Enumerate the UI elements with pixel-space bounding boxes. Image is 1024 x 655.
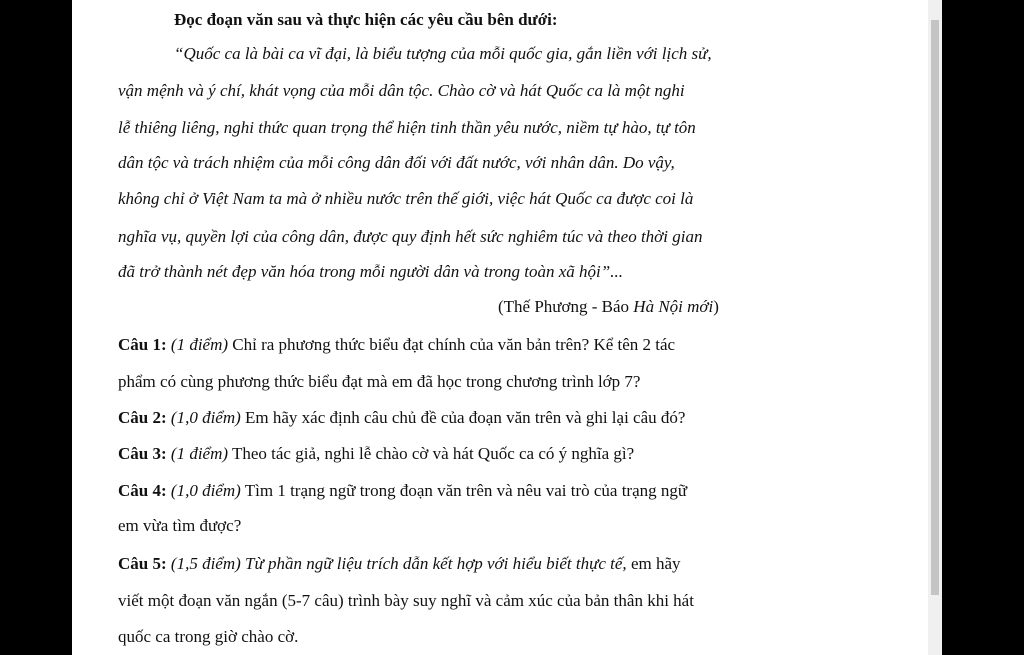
question-score: (1,0 điểm) [170, 408, 241, 427]
question-text: Tìm 1 trạng ngữ trong đoạn văn trên và nêu vai trò của trạng ngữ [244, 481, 688, 500]
question-score: (1,5 điểm) [170, 554, 241, 573]
question-5 [118, 554, 681, 574]
passage-line: đã trở thành nét đẹp văn hóa trong mỗi người dân và trong toàn xã hội”... [118, 262, 623, 281]
passage-line: vận mệnh và ý chí, khát vọng của mỗi dân tộc. Chào cờ và hát Quốc ca là một nghi [118, 81, 685, 100]
question-text: Chỉ ra phương thức biểu đạt chính của văn bản trên? Kể tên 2 tác [232, 335, 676, 354]
source-author: (Thế Phương - Báo [498, 297, 634, 316]
question-score: (1 điểm) [170, 335, 229, 354]
source-paper: Hà Nội mới [633, 297, 714, 316]
question-text: Em hãy xác định câu chủ đề của đoạn văn trên và ghi lại câu đó? [245, 408, 686, 427]
passage-line: “Quốc ca là bài ca vĩ đại, là biểu tượng của mỗi quốc gia, gắn liền với lịch sử, [174, 44, 712, 63]
instruction-heading: Đọc đoạn văn sau và thực hiện các yêu cầu bên dưới: [174, 10, 558, 29]
question-label: Câu 2: [118, 408, 167, 427]
passage-line: lễ thiêng liêng, nghi thức quan trọng thể hiện tinh thần yêu nước, niềm tự hào, tự tôn [118, 118, 696, 137]
source-close: ) [713, 297, 719, 316]
question-5-continuation: viết một đoạn văn ngắn (5-7 câu) trình bày suy nghĩ và cảm xúc của bản thân khi hát [118, 591, 694, 610]
passage-line: nghĩa vụ, quyền lợi của công dân, được quy định hết sức nghiêm túc và theo thời gian [118, 227, 703, 246]
passage-line: không chỉ ở Việt Nam ta mà ở nhiều nước trên thế giới, việc hát Quốc ca được coi là [118, 189, 694, 208]
question-text-italic: Từ phần ngữ liệu trích dẫn kết hợp với hiểu biết thực tế, [245, 554, 627, 573]
question-5-continuation: quốc ca trong giờ chào cờ. [118, 627, 299, 646]
question-4 [118, 481, 687, 501]
question-label: Câu 3: [118, 444, 167, 463]
question-score: (1 điểm) [170, 444, 229, 463]
passage-line: dân tộc và trách nhiệm của mỗi công dân đối với đất nước, với nhân dân. Do vậy, [118, 153, 675, 172]
question-label: Câu 5: [118, 554, 167, 573]
source-citation [498, 297, 719, 317]
vertical-scrollbar[interactable] [928, 0, 942, 655]
scrollbar-thumb[interactable] [931, 20, 939, 595]
question-score: (1,0 điểm) [170, 481, 241, 500]
question-1-continuation: phẩm có cùng phương thức biểu đạt mà em đã học trong chương trình lớp 7? [118, 372, 641, 391]
question-2 [118, 408, 685, 428]
document-page [72, 0, 928, 655]
question-label: Câu 1: [118, 335, 167, 354]
question-3 [118, 444, 634, 464]
question-label: Câu 4: [118, 481, 167, 500]
question-text: em hãy [630, 554, 681, 573]
question-1 [118, 335, 675, 355]
question-4-continuation: em vừa tìm được? [118, 516, 242, 535]
question-text: Theo tác giả, nghi lễ chào cờ và hát Quốc ca có ý nghĩa gì? [231, 444, 635, 463]
